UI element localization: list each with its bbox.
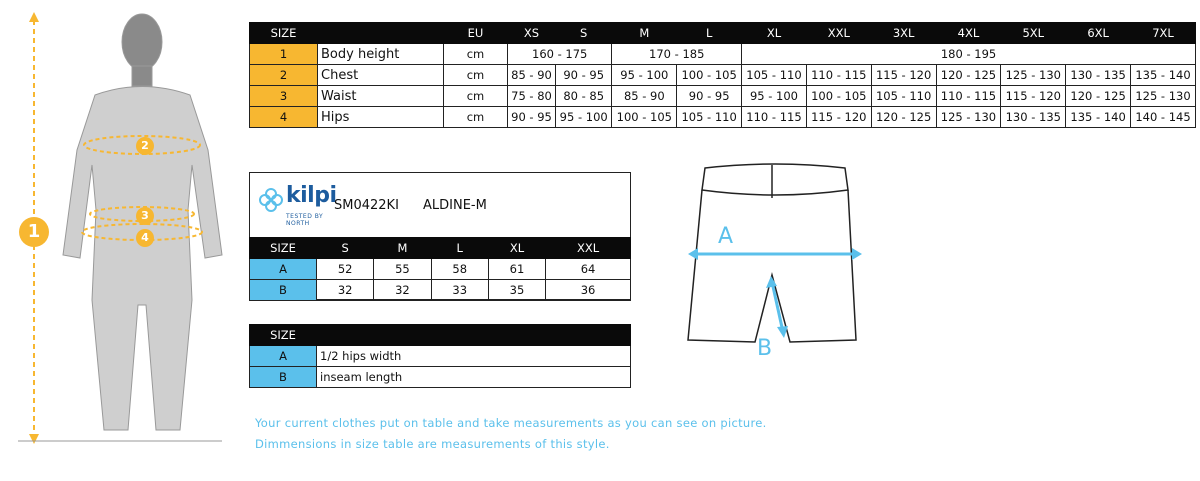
header-m: M [612, 23, 677, 44]
cell: 125 - 130 [936, 107, 1001, 128]
cell: 170 - 185 [612, 44, 742, 65]
row-number: 3 [250, 86, 318, 107]
row-label: A [250, 346, 317, 367]
header-size: SIZE [250, 238, 317, 259]
table-row [250, 44, 1196, 65]
cell: 120 - 125 [871, 107, 936, 128]
row-number: 2 [250, 65, 318, 86]
row-unit: cm [444, 65, 508, 86]
header-7xl: 7XL [1131, 23, 1196, 44]
row-label: B [250, 280, 317, 301]
note-line-1: Your current clothes put on table and take measurements as you can see on picture. [255, 416, 767, 430]
cell: 100 - 105 [677, 65, 742, 86]
table-row [250, 86, 1196, 107]
header-5xl: 5XL [1001, 23, 1066, 44]
cell: 32 [374, 280, 431, 301]
cell: 55 [374, 259, 431, 280]
header-xxl: XXL [806, 23, 871, 44]
marker-1: 1 [19, 217, 49, 247]
cell: 80 - 85 [556, 86, 612, 107]
header-l: L [431, 238, 488, 259]
cell: 35 [488, 280, 545, 301]
cell: 100 - 105 [806, 86, 871, 107]
row-unit: cm [444, 107, 508, 128]
label-a: A [718, 224, 734, 249]
row-label: A [250, 259, 317, 280]
marker-3: 3 [136, 207, 154, 225]
kilpi-knot-icon [256, 185, 286, 215]
cell: 110 - 115 [936, 86, 1001, 107]
row-label: Hips [318, 107, 444, 128]
cell: 95 - 100 [742, 86, 807, 107]
cell: 95 - 100 [612, 65, 677, 86]
table-header-row [250, 23, 1196, 44]
cell: 33 [431, 280, 488, 301]
cell: 90 - 95 [556, 65, 612, 86]
header-m: M [374, 238, 431, 259]
cell: 110 - 115 [806, 65, 871, 86]
header-size: SIZE [250, 325, 317, 346]
header-xl: XL [742, 23, 807, 44]
label-b: B [757, 336, 773, 361]
header-xl: XL [488, 238, 545, 259]
cell: 160 - 175 [508, 44, 612, 65]
cell: 61 [488, 259, 545, 280]
table-header-row [250, 238, 631, 259]
brand-tagline: TESTED BY NORTH [286, 213, 324, 227]
cell: 105 - 110 [742, 65, 807, 86]
table-row [250, 65, 1196, 86]
row-unit: cm [444, 44, 508, 65]
cell: 32 [317, 280, 374, 301]
cell: 100 - 105 [612, 107, 677, 128]
cell: 90 - 95 [508, 107, 556, 128]
table-row [250, 346, 631, 367]
cell: 36 [546, 280, 631, 301]
cell: 105 - 110 [677, 107, 742, 128]
cell: 135 - 140 [1131, 65, 1196, 86]
brand-logo [256, 183, 346, 233]
cell: 115 - 120 [1001, 86, 1066, 107]
cell: 115 - 120 [871, 65, 936, 86]
cell: 85 - 90 [508, 65, 556, 86]
table-row [250, 107, 1196, 128]
product-code: SM0422KI [334, 198, 399, 213]
cell: 120 - 125 [1066, 86, 1131, 107]
header-3xl: 3XL [871, 23, 936, 44]
row-desc: 1/2 hips width [317, 346, 631, 367]
row-unit: cm [444, 86, 508, 107]
cell: 140 - 145 [1131, 107, 1196, 128]
measurement-legend-table [249, 324, 631, 388]
cell: 58 [431, 259, 488, 280]
product-size-table [249, 237, 631, 301]
note-line-2: Dimmensions in size table are measurements of this style. [255, 437, 610, 451]
cell: 52 [317, 259, 374, 280]
cell: 130 - 135 [1001, 107, 1066, 128]
marker-2: 2 [136, 137, 154, 155]
cell: 90 - 95 [677, 86, 742, 107]
cell: 130 - 135 [1066, 65, 1131, 86]
header-eu: EU [444, 23, 508, 44]
row-desc: inseam length [317, 367, 631, 388]
header-6xl: 6XL [1066, 23, 1131, 44]
cell: 115 - 120 [806, 107, 871, 128]
header-size: SIZE [250, 23, 318, 44]
table-row [250, 367, 631, 388]
product-name: ALDINE-M [423, 198, 487, 213]
header-4xl: 4XL [936, 23, 1001, 44]
header-l: L [677, 23, 742, 44]
header-s: S [556, 23, 612, 44]
cell: 125 - 130 [1001, 65, 1066, 86]
row-label: Waist [318, 86, 444, 107]
row-number: 1 [250, 44, 318, 65]
cell: 85 - 90 [612, 86, 677, 107]
table-row [250, 280, 631, 301]
row-label: B [250, 367, 317, 388]
cell: 180 - 195 [742, 44, 1196, 65]
marker-4: 4 [136, 229, 154, 247]
table-row [250, 259, 631, 280]
cell: 75 - 80 [508, 86, 556, 107]
cell: 120 - 125 [936, 65, 1001, 86]
table-header-row [250, 325, 631, 346]
header-s: S [317, 238, 374, 259]
header-xxl: XXL [546, 238, 631, 259]
cell: 64 [546, 259, 631, 280]
body-size-table [249, 22, 1196, 128]
brand-name: kilpi [286, 183, 337, 208]
cell: 125 - 130 [1131, 86, 1196, 107]
header-xs: XS [508, 23, 556, 44]
cell: 135 - 140 [1066, 107, 1131, 128]
shorts-diagram [680, 160, 870, 370]
cell: 110 - 115 [742, 107, 807, 128]
row-number: 4 [250, 107, 318, 128]
header-blank [318, 23, 444, 44]
row-label: Body height [318, 44, 444, 65]
cell: 95 - 100 [556, 107, 612, 128]
cell: 105 - 110 [871, 86, 936, 107]
row-label: Chest [318, 65, 444, 86]
